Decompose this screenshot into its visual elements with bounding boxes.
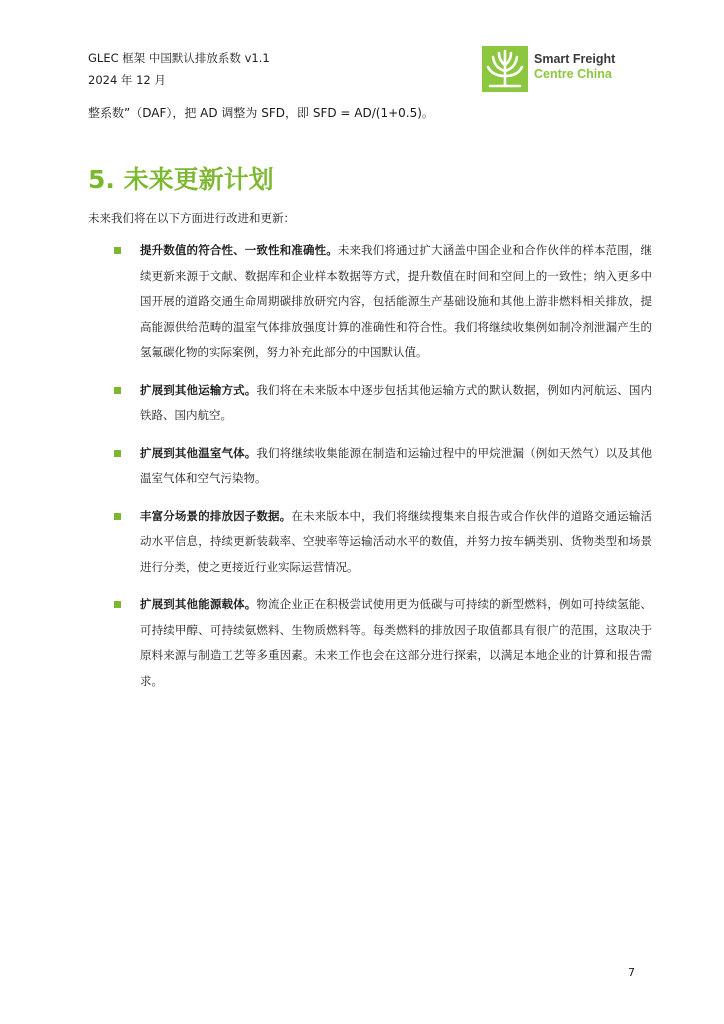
bullet-square-icon (114, 247, 121, 254)
list-item (112, 504, 652, 581)
update-plan-list (112, 238, 652, 706)
smart-freight-logo (482, 46, 642, 92)
page-header (88, 47, 270, 91)
list-item (112, 592, 652, 694)
bullet-square-icon (114, 450, 121, 457)
document-date: 2024 年 12 月 (88, 73, 166, 87)
bullet-heading: 扩展到其他运输方式。 (140, 382, 257, 397)
logo-line-2: Centre China (534, 67, 612, 81)
list-item (112, 378, 652, 429)
bullet-body: 物流企业正在积极尝试使用更为低碳与可持续的新型燃料，例如可持续氢能、可持续甲醇、可持续氨燃料、生物质燃料等。每类燃料的排放因子取值都具有很广的范围，这取决于原料来源与制造工艺等多重因素。未来工作也会在这部分进行探索，以满足本地企业的计算和报告需求。 (140, 597, 653, 688)
bullet-square-icon (114, 513, 121, 520)
section-intro: 未来我们将在以下方面进行改进和更新： (88, 211, 295, 225)
bullet-heading: 扩展到其他能源载体。 (140, 597, 257, 611)
continued-paragraph: 整系数”（DAF），把 AD 调整为 SFD，即 SFD = AD/(1+0.5)。 (88, 106, 434, 120)
logo-wordmark (534, 52, 615, 82)
bullet-square-icon (114, 387, 121, 394)
bullet-heading: 提升数值的符合性、一致性和准确性。 (140, 243, 338, 257)
document-title: GLEC 框架 中国默认排放系数 v1.1 (88, 51, 270, 65)
bullet-heading: 扩展到其他温室气体。 (140, 445, 257, 460)
bullet-heading: 丰富分场景的排放因子数据。 (140, 508, 292, 523)
bullet-body: 在未来版本中，我们将继续搜集来自报告或合作伙伴的道路交通运输活动水平信息，持续更新装载率、空驶率等运输活动水平的数值，并努力按车辆类别、货物类型和场景进行分类，使之更接近行业实际运营情况。 (140, 508, 652, 574)
bullet-body: 未来我们将通过扩大涵盖中国企业和合作伙伴的样本范围，继续更新来源于文献、数据库和企业样本数据等方式，提升数值在时间和空间上的一致性；纳入更多中国开展的道路交通生命周期碳排放研究内容，包括能源生产基础设施和其他上游非燃料相关排放，提高能源供给范畴的温室气体排放强度计算的准确性和符合性。我们将继续收集例如制冷剂泄漏产生的氢氟碳化物的实际案例，努力补充此部分的中国默认值。 (140, 243, 652, 359)
bullet-body: 我们将继续收集能源在制造和运输过程中的甲烷泄漏（例如天然气）以及其他温室气体和空气污染物。 (140, 445, 653, 485)
bullet-square-icon (114, 601, 121, 608)
page-number: 7 (628, 966, 635, 979)
section-title: 5. 未来更新计划 (88, 165, 274, 194)
list-item (112, 238, 652, 366)
bullet-body: 我们将在未来版本中逐步包括其他运输方式的默认数据，例如内河航运、国内铁路、国内航空。 (140, 382, 653, 422)
logo-line-1: Smart Freight (534, 52, 616, 66)
list-item (112, 441, 652, 492)
tree-logo-icon (482, 46, 528, 92)
